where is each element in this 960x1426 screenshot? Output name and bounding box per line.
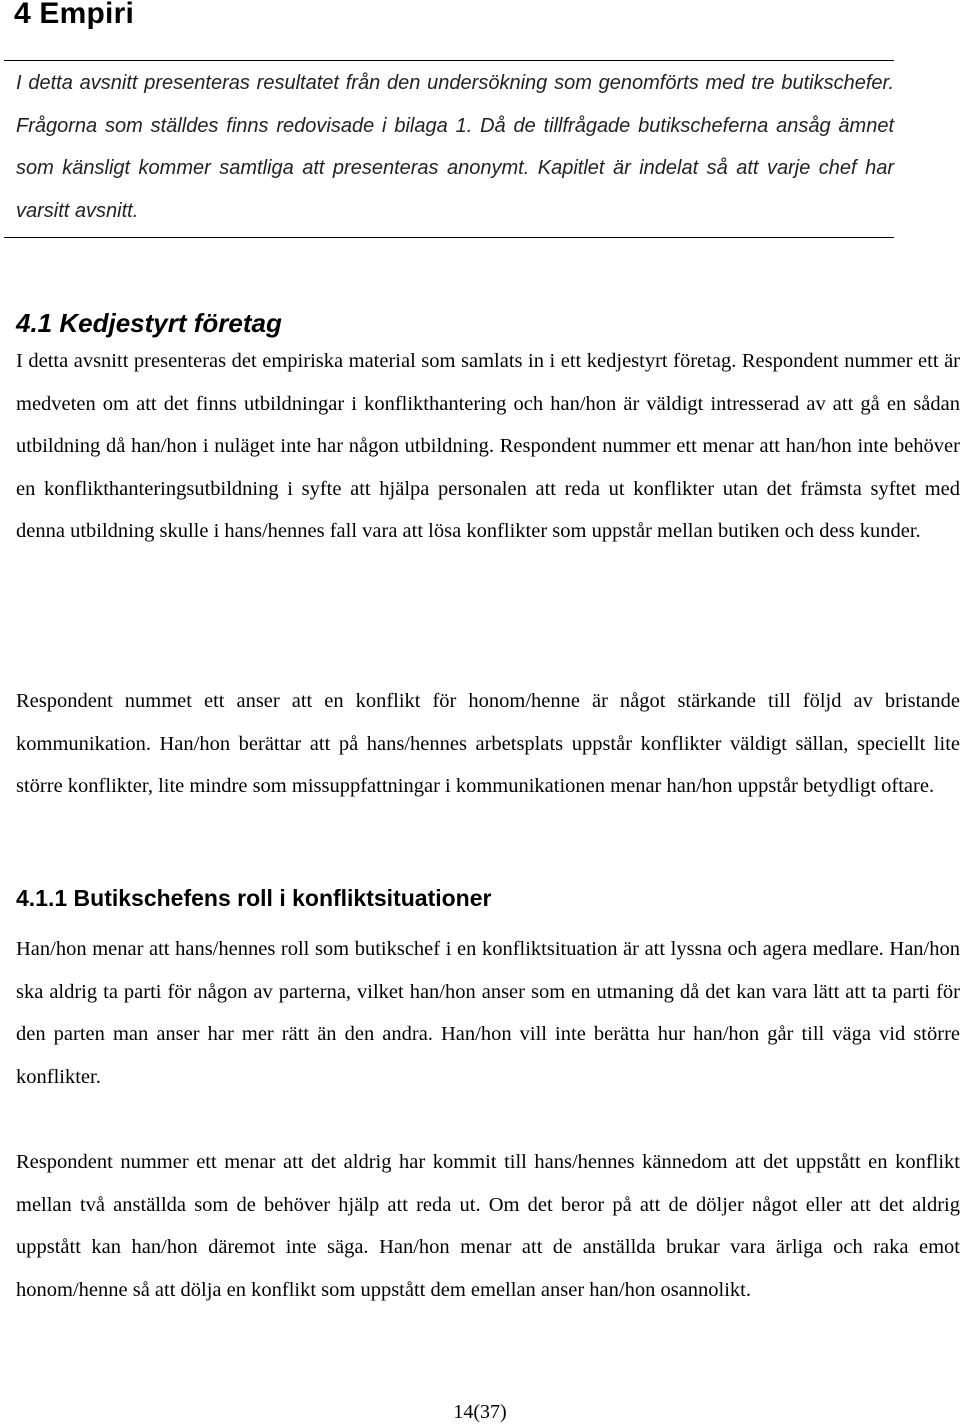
intro-paragraph: I detta avsnitt presenteras resultatet från den undersökning som genomförts med tre butikschefer. Frågorna som ställdes finns redovisade i bilaga 1. Då de tillfrågade butikscheferna ansåg ämnet som känsligt kommer samtliga att presenteras anonymt. Kapitlet är indelat så att varje chef har varsitt avsnitt.	[16, 72, 894, 222]
body-paragraph: I detta avsnitt presenteras det empiriska material som samlats in i ett kedjestyrt företag. Respondent nummer ett är medveten om att det finns utbildningar i konflikthantering och han/hon är väldigt intresserad av att gå en sådan utbildning då han/hon i nuläget inte har någon utbildning. Respondent nummer ett menar att han/hon inte behöver en konflikthanteringsutbildning i syfte att hjälpa personalen att reda ut konflikter utan det främsta syftet med denna utbildning skulle i hans/hennes fall vara att lösa konflikter som uppstår mellan butiken och dess kunder.	[16, 350, 960, 543]
body-paragraph: Respondent nummet ett anser att en konflikt för honom/henne är något stärkande till följd av bristande kommunikation. Han/hon berättar att på hans/hennes arbetsplats uppstår konflikter väldigt sällan, speciellt lite större konflikter, lite mindre som missuppfattningar i kommunikationen menar han/hon uppstår betydligt oftare.	[16, 690, 960, 798]
intro-top-rule	[4, 60, 894, 61]
chapter-heading: 4 Empiri	[14, 0, 134, 30]
section-heading: 4.1 Kedjestyrt företag	[16, 308, 282, 338]
page-number: 14(37)	[453, 1401, 507, 1423]
intro-bottom-rule	[4, 237, 894, 238]
body-paragraph: Han/hon menar att hans/hennes roll som butikschef i en konfliktsituation är att lyssna och agera medlare. Han/hon ska aldrig ta parti för någon av parterna, vilket han/hon anser som en utmaning då det kan vara lätt att ta parti för den parten man anser har mer rätt än den andra. Han/hon vill inte berätta hur han/hon går till väga vid större konflikter.	[16, 938, 960, 1088]
body-paragraph: Respondent nummer ett menar att det aldrig har kommit till hans/hennes kännedom att det uppstått en konflikt mellan två anställda som de behöver hjälp att reda ut. Om det beror på att de döljer något eller att det aldrig uppstått kan han/hon däremot inte säga. Han/hon menar att de anställda brukar vara ärliga och raka emot honom/henne så att dölja en konflikt som uppstått dem emellan anser han/hon osannolikt.	[16, 1151, 960, 1301]
subsection-heading: 4.1.1 Butikschefens roll i konfliktsituationer	[16, 885, 492, 911]
